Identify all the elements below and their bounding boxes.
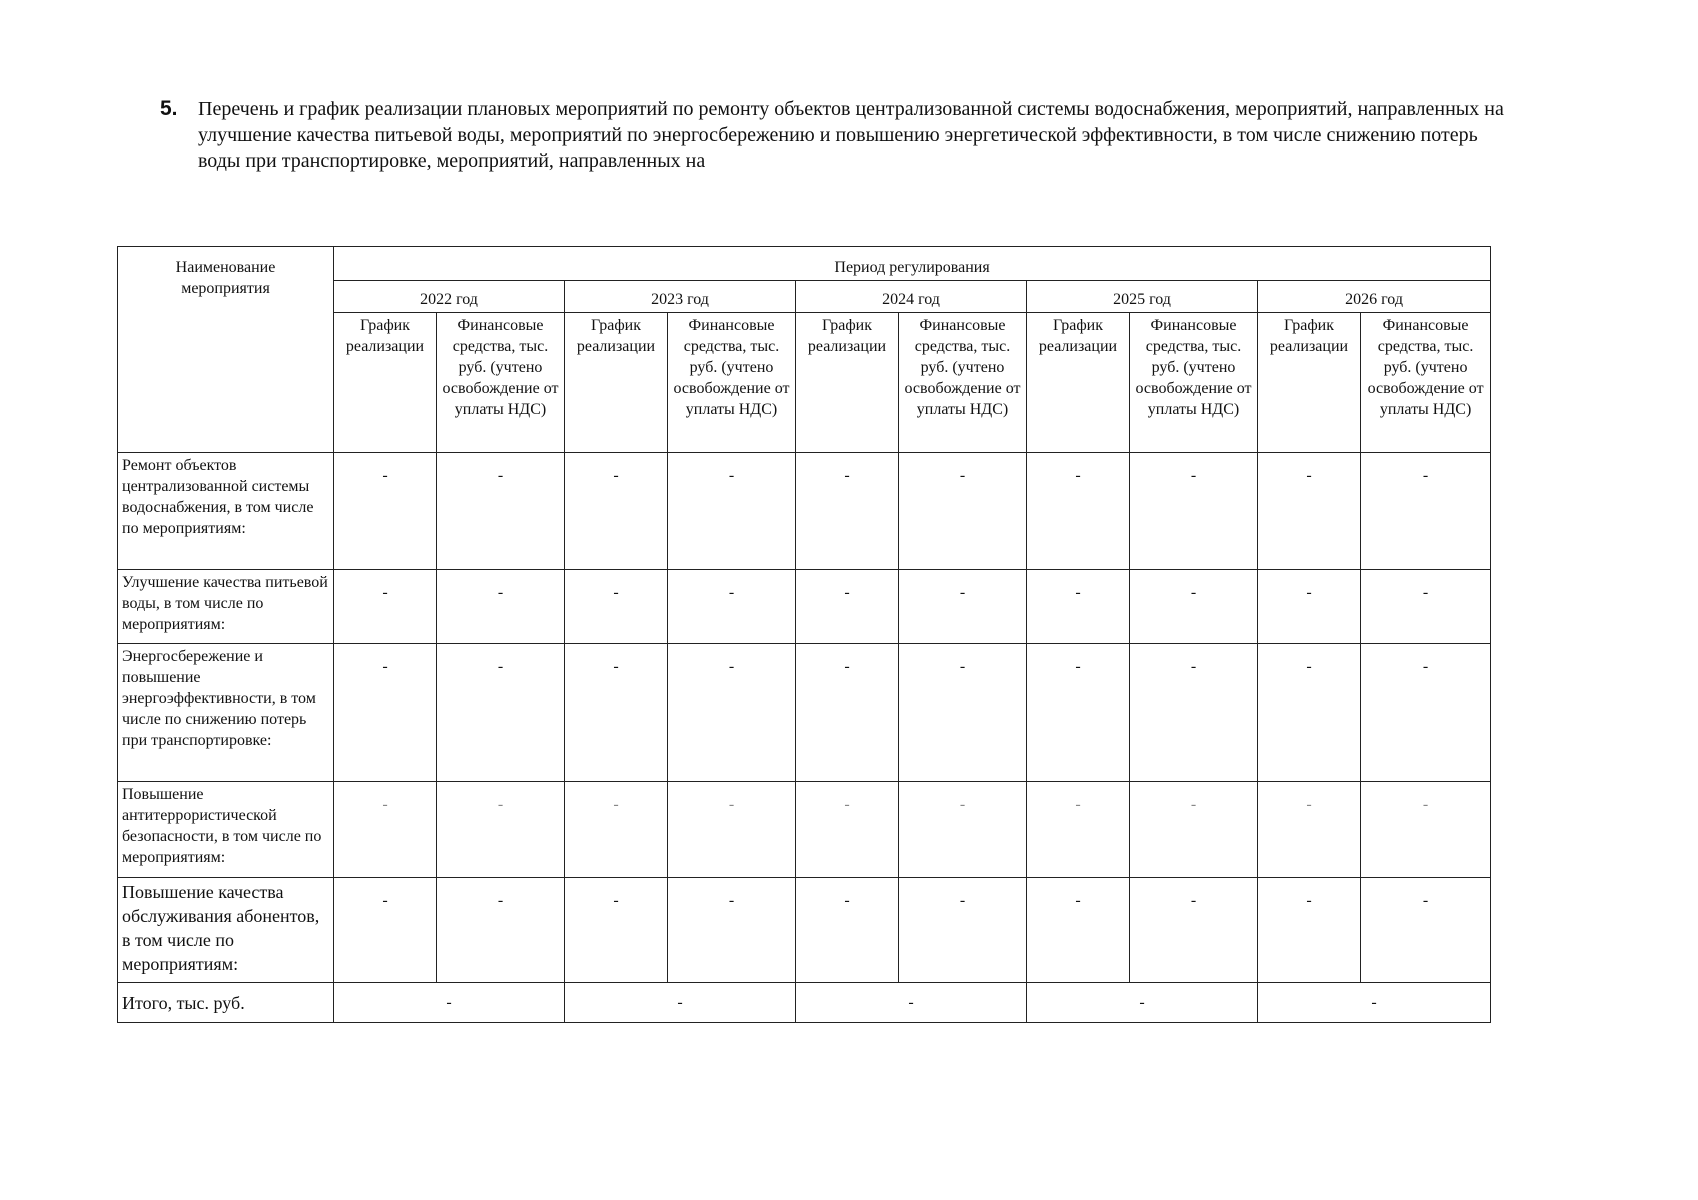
table-row	[118, 782, 1491, 878]
cell-value: -	[899, 644, 1027, 782]
total-value: -	[565, 983, 796, 1023]
cell-value: -	[899, 878, 1027, 983]
cell-value: -	[796, 570, 899, 644]
header-name: Наименование мероприятия	[118, 247, 334, 453]
cell-value: -	[1258, 878, 1361, 983]
cell-value: -	[565, 644, 668, 782]
header-finance: Финансовые средства, тыс. руб. (учтено освобождение от уплаты НДС)	[437, 313, 565, 453]
header-finance: Финансовые средства, тыс. руб. (учтено освобождение от уплаты НДС)	[668, 313, 796, 453]
row-name: Энергосбережение и повышение энергоэффективности, в том числе по снижению потерь при транспортировке:	[118, 644, 334, 782]
total-value: -	[1027, 983, 1258, 1023]
table-row	[118, 570, 1491, 644]
cell-value: -	[1258, 570, 1361, 644]
total-value: -	[334, 983, 565, 1023]
cell-value: -	[1258, 782, 1361, 878]
table-row	[118, 453, 1491, 570]
cell-value: -	[1361, 644, 1491, 782]
cell-value: -	[668, 453, 796, 570]
section-heading	[160, 96, 1510, 174]
section-title: Перечень и график реализации плановых мероприятий по ремонту объектов централизованной системы водоснабжения, мероприятий, направленных на улучшение качества питьевой воды, мероприятий по энергосбережению и повышению энергетической эффективности, в том числе снижению потерь воды при транспортировке, мероприятий, направленных на	[198, 98, 1504, 172]
header-schedule: График реализации	[565, 313, 668, 453]
cell-value: -	[1027, 878, 1130, 983]
cell-value: -	[796, 782, 899, 878]
cell-value: -	[565, 878, 668, 983]
header-finance: Финансовые средства, тыс. руб. (учтено освобождение от уплаты НДС)	[899, 313, 1027, 453]
cell-value: -	[1130, 782, 1258, 878]
total-value: -	[1258, 983, 1491, 1023]
header-schedule: График реализации	[796, 313, 899, 453]
header-year: 2025 год	[1027, 281, 1258, 313]
cell-value: -	[668, 878, 796, 983]
row-name: Повышение антитеррористической безопасности, в том числе по мероприятиям:	[118, 782, 334, 878]
cell-value: -	[1130, 644, 1258, 782]
cell-value: -	[796, 453, 899, 570]
cell-value: -	[334, 644, 437, 782]
cell-value: -	[437, 878, 565, 983]
cell-value: -	[334, 453, 437, 570]
cell-value: -	[796, 878, 899, 983]
table-row	[118, 644, 1491, 782]
cell-value: -	[1027, 453, 1130, 570]
cell-value: -	[334, 570, 437, 644]
total-row	[118, 983, 1491, 1023]
cell-value: -	[565, 782, 668, 878]
header-year: 2022 год	[334, 281, 565, 313]
header-finance: Финансовые средства, тыс. руб. (учтено освобождение от уплаты НДС)	[1361, 313, 1491, 453]
header-year: 2023 год	[565, 281, 796, 313]
header-finance: Финансовые средства, тыс. руб. (учтено освобождение от уплаты НДС)	[1130, 313, 1258, 453]
header-year: 2024 год	[796, 281, 1027, 313]
section-number: 5.	[160, 97, 178, 120]
header-schedule: График реализации	[334, 313, 437, 453]
cell-value: -	[437, 644, 565, 782]
cell-value: -	[668, 570, 796, 644]
cell-value: -	[334, 878, 437, 983]
plan-table	[117, 246, 1491, 1023]
cell-value: -	[1027, 570, 1130, 644]
cell-value: -	[796, 644, 899, 782]
cell-value: -	[1258, 453, 1361, 570]
cell-value: -	[668, 644, 796, 782]
cell-value: -	[437, 453, 565, 570]
cell-value: -	[1361, 878, 1491, 983]
cell-value: -	[1130, 453, 1258, 570]
row-name: Улучшение качества питьевой воды, в том числе по мероприятиям:	[118, 570, 334, 644]
cell-value: -	[668, 782, 796, 878]
cell-value: -	[1361, 782, 1491, 878]
cell-value: -	[899, 570, 1027, 644]
cell-value: -	[1130, 878, 1258, 983]
cell-value: -	[334, 782, 437, 878]
header-period: Период регулирования	[334, 247, 1491, 281]
row-name: Ремонт объектов централизованной системы водоснабжения, в том числе по мероприятиям:	[118, 453, 334, 570]
cell-value: -	[1027, 782, 1130, 878]
cell-value: -	[1130, 570, 1258, 644]
header-schedule: График реализации	[1258, 313, 1361, 453]
header-year: 2026 год	[1258, 281, 1491, 313]
total-label: Итого, тыс. руб.	[118, 983, 334, 1023]
cell-value: -	[899, 782, 1027, 878]
cell-value: -	[437, 570, 565, 644]
header-schedule: График реализации	[1027, 313, 1130, 453]
total-value: -	[796, 983, 1027, 1023]
cell-value: -	[565, 453, 668, 570]
cell-value: -	[1027, 644, 1130, 782]
row-name: Повышение качества обслуживания абонентов, в том числе по мероприятиям:	[118, 878, 334, 983]
cell-value: -	[565, 570, 668, 644]
cell-value: -	[1361, 453, 1491, 570]
cell-value: -	[899, 453, 1027, 570]
table-row	[118, 878, 1491, 983]
cell-value: -	[437, 782, 565, 878]
cell-value: -	[1258, 644, 1361, 782]
cell-value: -	[1361, 570, 1491, 644]
